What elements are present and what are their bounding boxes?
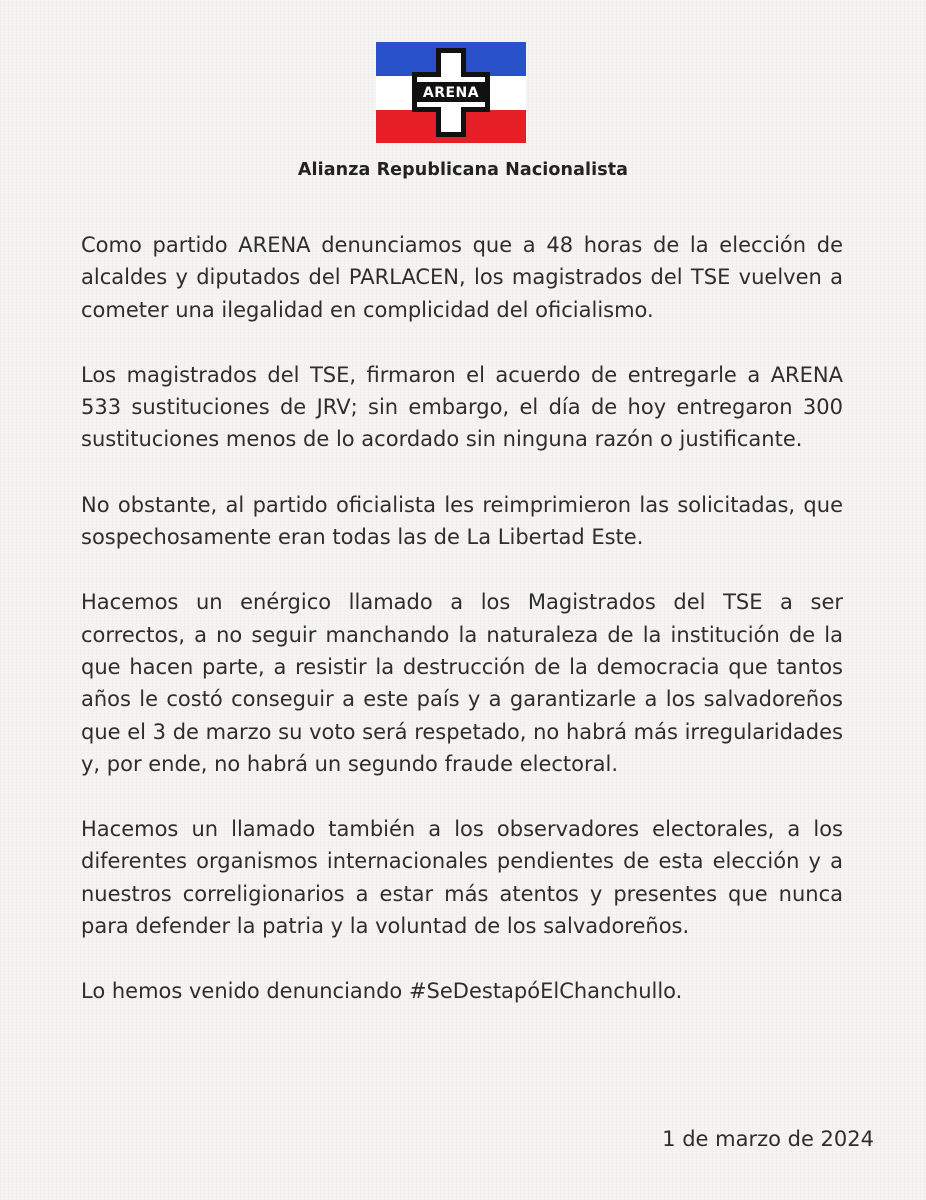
logo-text: ARENA — [422, 85, 480, 101]
paragraph-5: Hacemos un llamado también a los observadores electorales, a los diferentes organismos internacionales pendientes de esta elección y a nuestros correligionarios a estar más atentos y presentes que nunca para defender la patria y la voluntad de los salvadoreños. — [81, 817, 843, 939]
paragraph-6-hashtag: Lo hemos venido denunciando #SeDestapóElChanchullo. — [81, 979, 683, 1004]
statement-date: 1 de marzo de 2024 — [662, 1127, 874, 1151]
paragraph-1: Como partido ARENA denunciamos que a 48 horas de la elección de alcaldes y diputados del PARLACEN, los magistrados del TSE vuelven a cometer una ilegalidad en complicidad del oficialismo. — [81, 233, 843, 322]
arena-flag-logo-graphic — [376, 42, 526, 143]
organization-name: Alianza Republicana Nacionalista — [297, 160, 629, 180]
statement-body — [81, 229, 843, 1008]
paragraph-2: Los magistrados del TSE, firmaron el acuerdo de entregarle a ARENA 533 sustituciones de JRV; sin embargo, el día de hoy entregaron 300 sustituciones menos de lo acordado sin ninguna razón o justificante. — [81, 362, 843, 452]
paragraph-4: Hacemos un enérgico llamado a los Magistrados del TSE a ser correctos, a no seguir manchando la naturaleza de la institución de la que hacen parte, a resistir la destrucción de la democracia que tantos años le costó conseguir a este país y a garantizarle a los salvadoreños que el 3 de marzo su voto será respetado, no habrá más irregularidades y, por ende, no habrá un segundo fraude electoral. — [81, 590, 843, 776]
paragraph-3: No obstante, al partido oficialista les reimprimieron las solicitadas, que sospechosamente eran todas las de La Libertad Este. — [81, 492, 843, 550]
arena-flag-logo — [376, 42, 526, 143]
